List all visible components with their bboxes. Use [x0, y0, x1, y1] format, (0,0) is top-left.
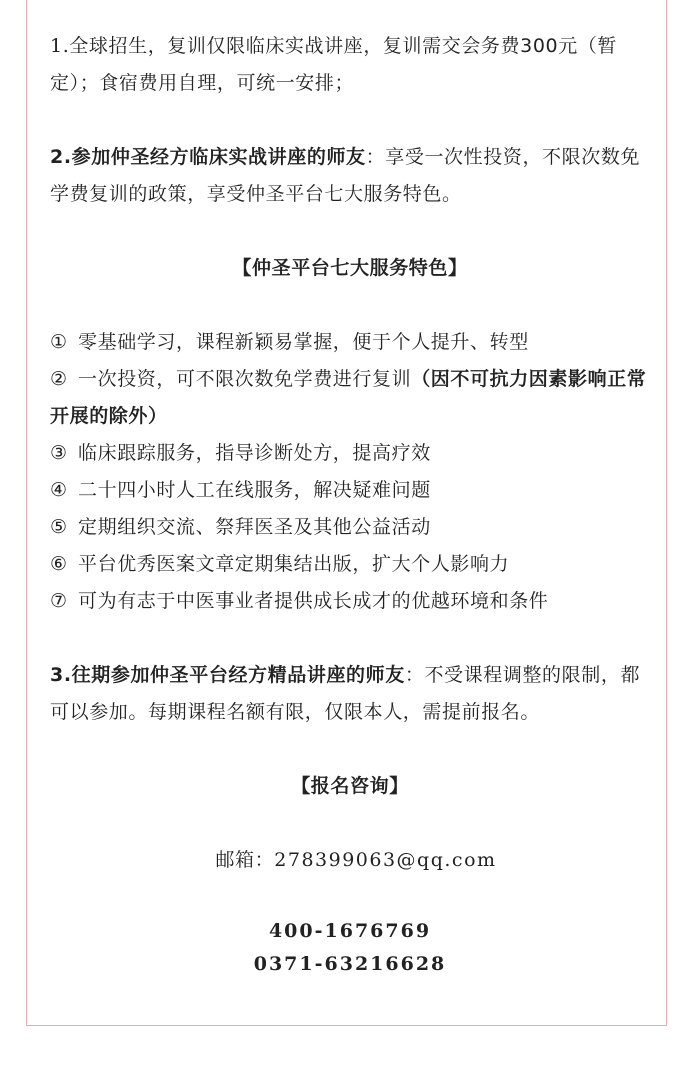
paragraph-2-text: ：享受一次性投资，不限次数免学费复训的政策，享受仲圣平台七大服务特色。 — [50, 146, 641, 205]
paragraph-3 — [50, 657, 650, 731]
feature-text: 定期组织交流、祭拜医圣及其他公益活动 — [78, 516, 431, 538]
email-address[interactable]: 278399063@qq.com — [274, 849, 497, 871]
feature-marker: ④ — [50, 479, 68, 501]
feature-marker: ⑤ — [50, 516, 68, 538]
contact-email — [62, 842, 650, 879]
feature-note: （因不可抗力因素影响正常开展的除外） — [50, 368, 647, 427]
feature-marker: ② — [50, 368, 68, 390]
feature-item-2 — [50, 361, 650, 435]
contact-heading: 【报名咨询】 — [291, 775, 409, 797]
feature-text: 临床跟踪服务，指导诊断处方，提高疗效 — [78, 442, 431, 464]
feature-item-7 — [50, 583, 650, 620]
features-heading: 【仲圣平台七大服务特色】 — [232, 257, 468, 279]
phone-number-1[interactable]: 400-1676769 — [268, 920, 432, 942]
paragraph-2 — [50, 139, 650, 213]
paragraph-3-lead: 往期参加仲圣平台经方精品讲座的师友 — [71, 664, 405, 686]
feature-text: 零基础学习，课程新颖易掌握，便于个人提升、转型 — [78, 331, 529, 353]
feature-marker: ① — [50, 331, 68, 353]
phone-number-2[interactable]: 0371-63216628 — [253, 953, 447, 975]
feature-item-3 — [50, 435, 650, 472]
feature-text: 二十四小时人工在线服务，解决疑难问题 — [78, 479, 431, 501]
feature-item-5 — [50, 509, 650, 546]
paragraph-1-text: 全球招生，复训仅限临床实战讲座，复训需交会务费300元（暂定）；食宿费用自理，可统一安排； — [50, 35, 617, 94]
email-label: 邮箱： — [215, 849, 275, 871]
feature-text: 平台优秀医案文章定期集结出版，扩大个人影响力 — [78, 553, 510, 575]
paragraph-3-number: 3. — [50, 664, 72, 686]
paragraph-1-number: 1. — [50, 35, 70, 57]
feature-marker: ③ — [50, 442, 68, 464]
features-list — [50, 324, 650, 620]
feature-marker: ⑥ — [50, 553, 68, 575]
feature-text: 可为有志于中医事业者提供成长成才的优越环境和条件 — [78, 590, 549, 612]
feature-item-6 — [50, 546, 650, 583]
paragraph-3-text: ：不受课程调整的限制，都可以参加。每期课程名额有限，仅限本人，需提前报名。 — [50, 664, 641, 723]
feature-marker: ⑦ — [50, 590, 68, 612]
paragraph-1 — [50, 28, 650, 102]
feature-item-1 — [50, 324, 650, 361]
feature-item-4 — [50, 472, 650, 509]
paragraph-2-lead: 参加仲圣经方临床实战讲座的师友 — [71, 146, 366, 168]
article-body — [50, 28, 650, 981]
paragraph-2-number: 2. — [50, 146, 72, 168]
feature-text: 一次投资，可不限次数免学费进行复训 — [78, 368, 412, 390]
